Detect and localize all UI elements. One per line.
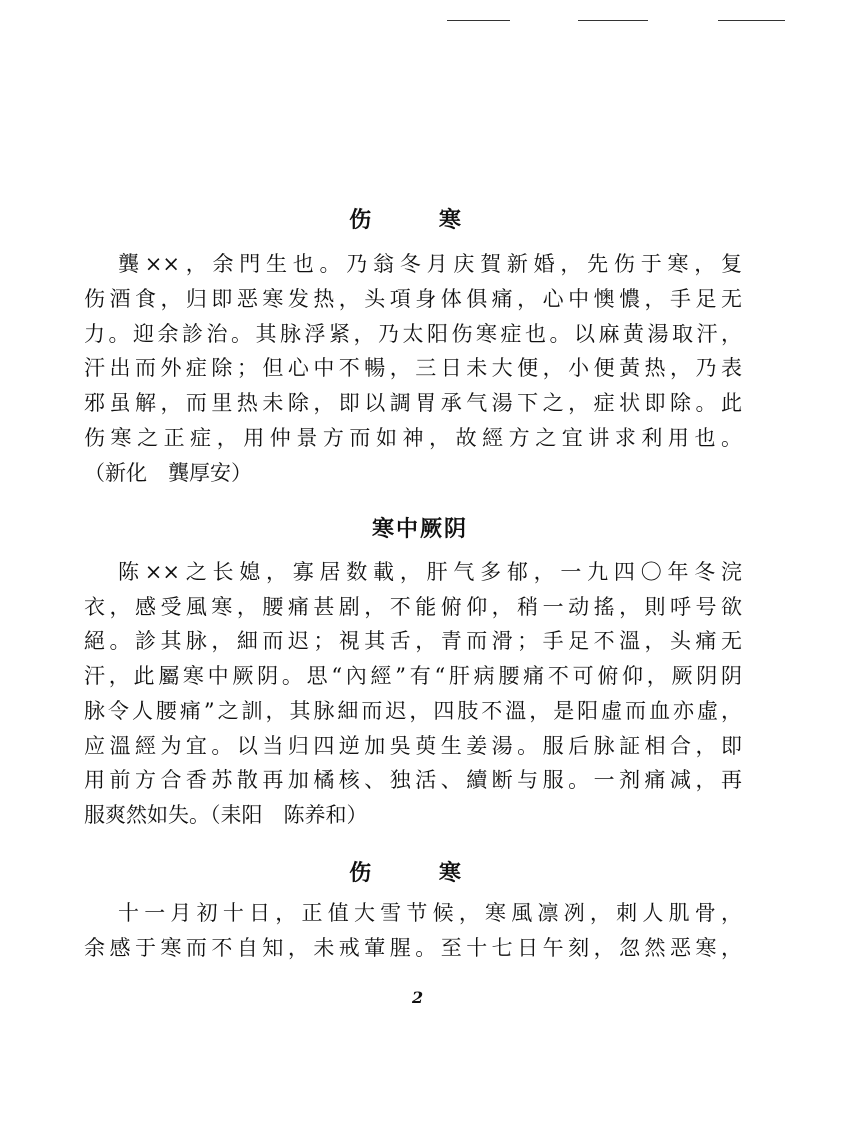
section-title: 伤 寒 xyxy=(349,207,491,233)
section-title: 伤 寒 xyxy=(349,860,491,886)
header-rule xyxy=(718,20,785,21)
text-line: 龔××，余門生也。乃翁冬月庆賀新婚，先伤于寒，复 xyxy=(118,252,742,276)
text-line: 用前方合香苏散再加橘核、独活、續断与服。一剂痛减，再 xyxy=(84,768,742,793)
text-line: 伤寒之正症，用仲景方而如神，故經方之宜讲求利用也。 xyxy=(84,426,742,450)
header-rule xyxy=(578,20,648,21)
text-line: 伤酒食，归即恶寒发热，头項身体俱痛，心中懊憹，手足无 xyxy=(84,286,742,311)
text-line: 服爽然如失。（耒阳 陈养和） xyxy=(84,802,368,827)
section-title: 寒中厥阴 xyxy=(371,516,468,542)
text-line: 脉令人腰痛”之訓，其脉細而迟，四肢不溫，是阳虛而血亦虛， xyxy=(84,698,742,723)
text-line: 衣，感受風寒，腰痛甚剧，不能俯仰，稍一动搖，則呼号欲 xyxy=(84,594,742,619)
text-line: 应溫經为宜。以当归四逆加吳萸生姜湯。服后脉証相合，即 xyxy=(84,733,742,758)
text-line: 絕。診其脉，細而迟；視其舌，青而滑；手足不溫，头痛无 xyxy=(84,629,742,654)
text-line: 邪虽解，而里热未除，即以調胃承气湯下之，症状即除。此 xyxy=(84,391,742,416)
text-line: 陈××之长媳，寡居数載，肝气多郁，一九四〇年冬浣 xyxy=(118,560,742,584)
header-rule xyxy=(447,20,510,21)
page-number: 2 xyxy=(412,988,424,1007)
text-line: 力。迎余診治。其脉浮紧，乃太阳伤寒症也。以麻黄湯取汗， xyxy=(84,321,742,346)
text-line: （新化 龔厚安） xyxy=(84,460,252,485)
text-line: 十一月初十日，正值大雪节候，寒風凛冽，刺人肌骨， xyxy=(118,901,742,925)
text-line: 汗出而外症除；但心中不暢，三日未大便，小便黃热，乃表 xyxy=(84,356,742,381)
text-line: 余感于寒而不自知，未戒葷腥。至十七日午刻，忽然恶寒， xyxy=(84,936,742,960)
text-line: 汗，此屬寒中厥阴。思“內經”有“肝病腰痛不可俯仰，厥阴阴 xyxy=(84,664,742,689)
